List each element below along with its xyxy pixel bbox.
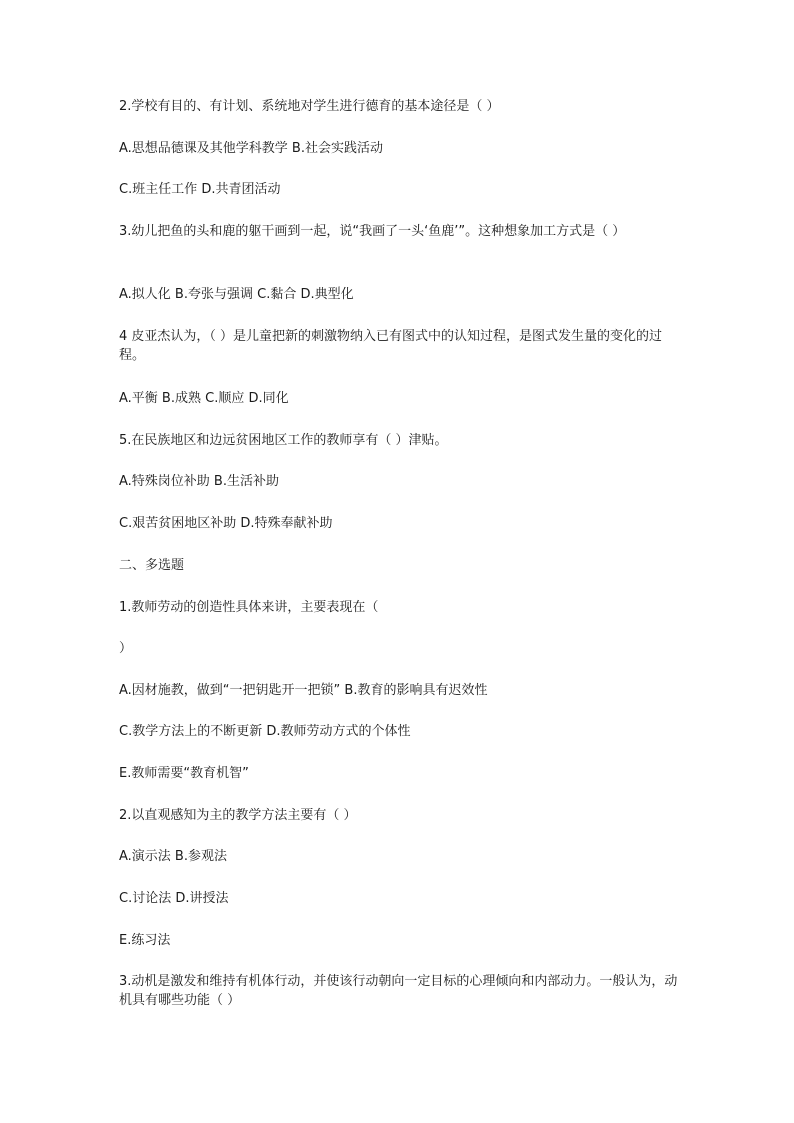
multi-question-2-option-e: E.练习法 — [119, 933, 171, 948]
question-2-stem: 2.学校有目的、有计划、系统地对学生进行德育的基本途径是（ ） — [119, 99, 500, 114]
question-4-stem: 4 皮亚杰认为，（ ）是儿童把新的刺激物纳入已有图式中的认知过程，是图式发生量的变化的过程。 — [119, 329, 663, 363]
question-2-options-ab: A.思想品德课及其他学科教学 B.社会实践活动 — [119, 141, 383, 156]
question-5-options-ab: A.特殊岗位补助 B.生活补助 — [119, 474, 279, 489]
section-heading-multiple-choice: 二、多选题 — [119, 558, 185, 573]
multi-question-1-option-e: E.教师需要“教育机智” — [119, 766, 249, 781]
multi-question-2-stem: 2.以直观感知为主的教学方法主要有（ ） — [119, 808, 357, 823]
question-5-stem: 5.在民族地区和边远贫困地区工作的教师享有（ ）津贴。 — [119, 433, 448, 448]
multi-question-1-options-cd: C.教学方法上的不断更新 D.教师劳动方式的个体性 — [119, 724, 411, 739]
question-3-options: A.拟人化 B.夸张与强调 C.黏合 D.典型化 — [119, 287, 354, 302]
multi-question-2-options-cd: C.讨论法 D.讲授法 — [119, 891, 229, 906]
multi-question-3-stem: 3.动机是激发和维持有机体行动，并使该行动朝向一定目标的心理倾向和内部动力。一般认为，动机具有哪些功能（ ） — [119, 974, 678, 1008]
multi-question-1-options-ab: A.因材施教，做到“一把钥匙开一把锁” B.教育的影响具有迟效性 — [119, 683, 488, 698]
question-3-stem: 3.幼儿把鱼的头和鹿的躯干画到一起，说“我画了一头‘鱼鹿’”。这种想象加工方式是（ ） — [119, 224, 626, 239]
multi-question-1-stem: 1.教师劳动的创造性具体来讲，主要表现在（ — [119, 600, 379, 615]
question-5-options-cd: C.艰苦贫困地区补助 D.特殊奉献补助 — [119, 516, 333, 531]
multi-question-1-stem-close: ） — [119, 641, 133, 656]
question-2-options-cd: C.班主任工作 D.共青团活动 — [119, 182, 281, 197]
question-4-options: A.平衡 B.成熟 C.顺应 D.同化 — [119, 391, 289, 406]
multi-question-2-options-ab: A.演示法 B.参观法 — [119, 849, 227, 864]
